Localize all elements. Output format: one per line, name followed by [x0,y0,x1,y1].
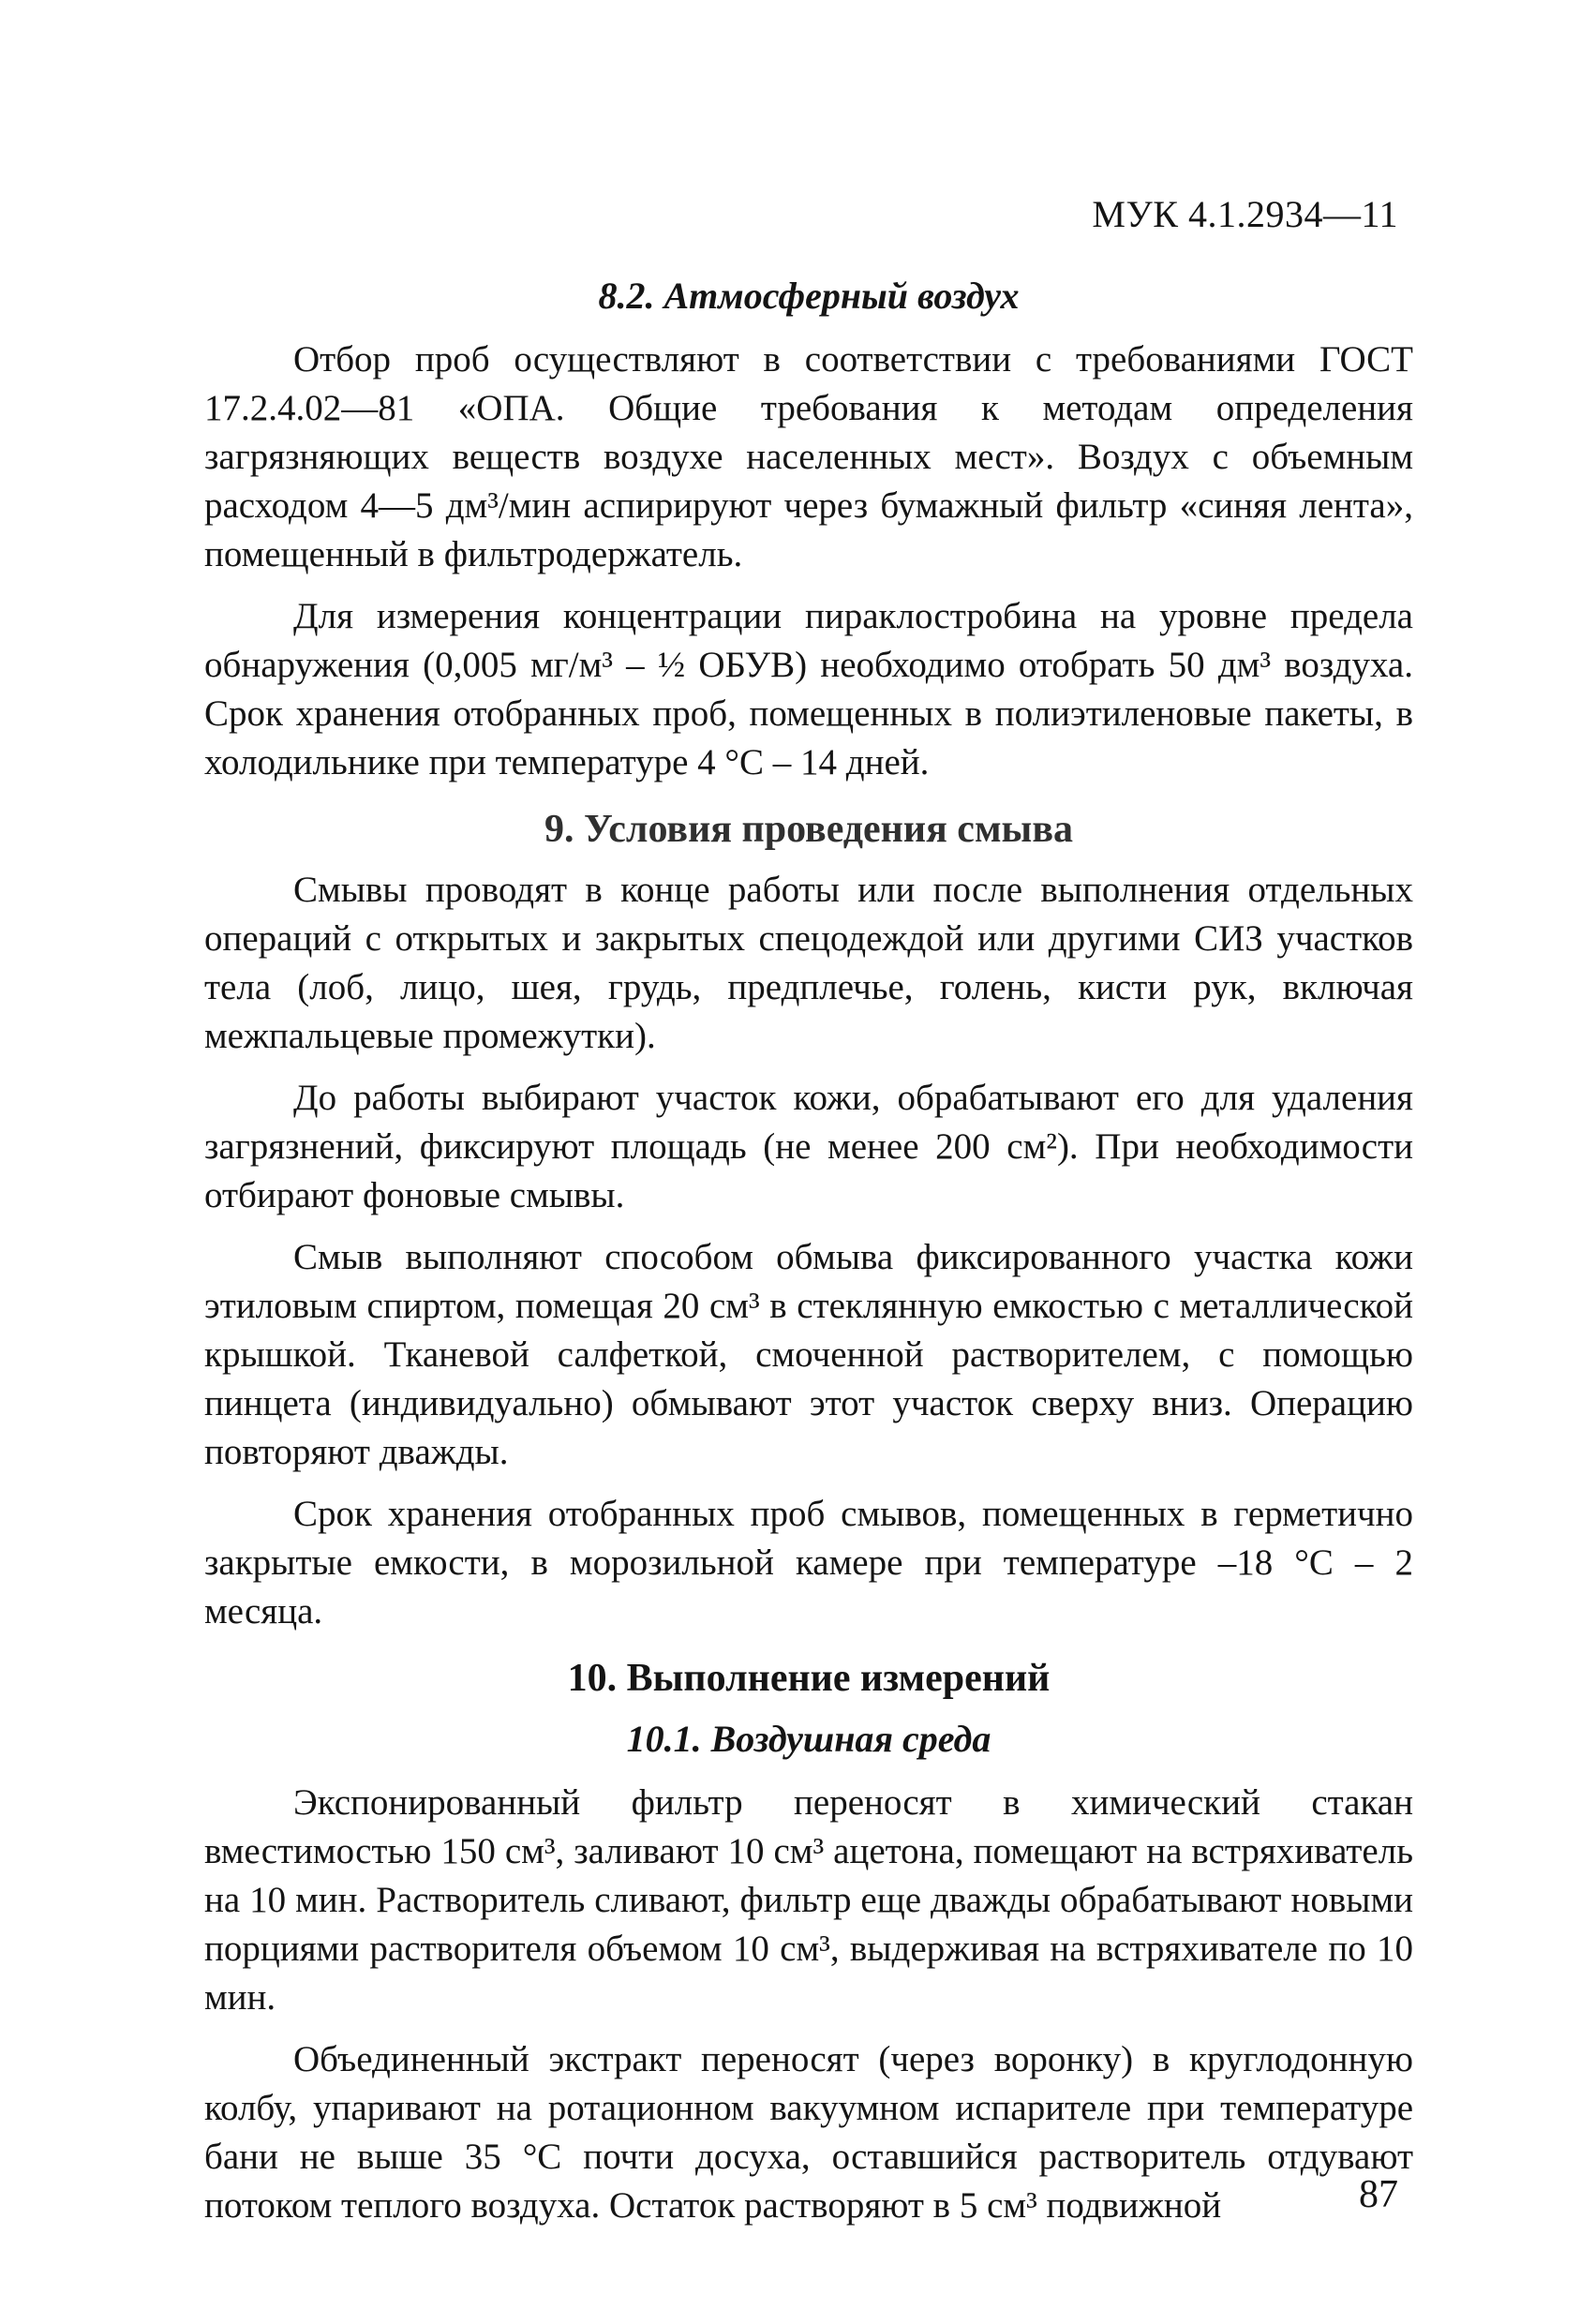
paragraph: Объединенный экстракт переносят (через воронку) в круглодонную колбу, упаривают на ротационном вакуумном испарителе при температуре бани не выше 35 °С почти досуха, оставшийся растворитель отдувают потоком теплого воздуха. Остаток растворяют в 5 см³ подвижной [204,2039,1413,2226]
paragraph: Экспонированный фильтр переносят в химический стакан вместимостью 150 см³, заливают 10 см³ ацетона, помещают на встряхиватель на 10 мин. Растворитель сливают, фильтр еще дважды обрабатывают новыми порциями растворителя объемом 10 см³, выдерживая на встряхивателе по 10 мин. [204,1782,1413,2018]
section-9 [204,804,1413,1636]
paragraph: Срок хранения отобранных проб смывов, помещенных в герметично закрытые емкости, в морозильной камере при температуре –18 °С – 2 месяца. [204,1494,1413,1631]
paragraph: Смыв выполняют способом обмыва фиксированного участка кожи этиловым спиртом, помещая 20 см³ в стеклянную емкостью с металлической крышкой. Тканевой салфеткой, смоченной растворителем, с помощью пинцета (индивидуально) обмывают этот участок сверху вниз. Операцию повторяют дважды. [204,1237,1413,1472]
section-8-2 [204,272,1413,787]
subsection-title: 10.1. Воздушная среда [626,1718,991,1760]
paragraph: Отбор проб осуществляют в соответствии с требованиями ГОСТ 17.2.4.02—81 «ОПА. Общие требования к методам определения загрязняющих веществ воздухе населенных мест». Воздух с объемным расходом 4—5 дм³/мин аспирируют через бумажный фильтр «синяя лента», помещенный в фильтродержатель. [204,339,1413,574]
section-title: 10. Выполнение измерений [567,1657,1051,1700]
section-title: 9. Условия проведения смыва [544,808,1074,851]
page-content [204,272,1413,2243]
page-number: 87 [1359,2173,1398,2216]
paragraph: До работы выбирают участок кожи, обрабатывают его для удаления загрязнений, фиксируют площадь (не менее 200 см²). При необходимости отбирают фоновые смывы. [204,1078,1413,1215]
section-title: 8.2. Атмосферный воздух [598,275,1020,317]
paragraph: Смывы проводят в конце работы или после выполнения отдельных операций с открытых и закрытых спецодеждой или другими СИЗ участков тела (лоб, лицо, шея, грудь, предплечье, голень, кисти рук, включая межпальцевые промежутки). [204,870,1413,1056]
paragraph: Для измерения концентрации пираклостробина на уровне предела обнаружения (0,005 мг/м³ – ½ ОБУВ) необходимо отобрать 50 дм³ воздуха. Срок хранения отобранных проб, помещенных в полиэтиленовые пакеты, в холодильнике при температуре 4 °С – 14 дней. [204,596,1413,782]
document-code: МУК 4.1.2934—11 [1092,193,1398,235]
section-10 [204,1653,1413,2230]
